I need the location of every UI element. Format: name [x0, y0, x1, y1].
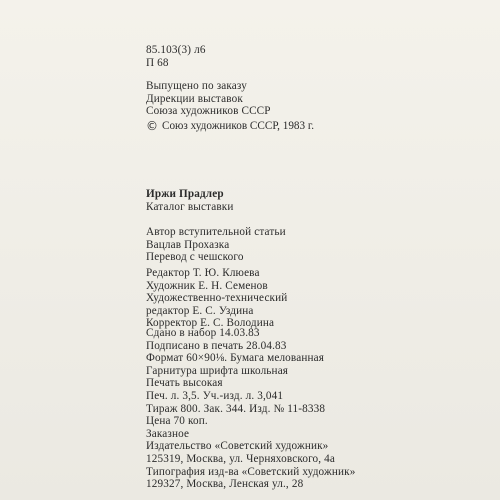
catalog-subtitle: Каталог выставки [146, 200, 234, 213]
editors-block [146, 267, 287, 330]
print-info-line: Издательство «Советский художник» [146, 440, 329, 453]
title-block [146, 188, 234, 213]
print-info-line: Типография изд-ва «Советский художник» [146, 465, 356, 478]
print-info-line: Гарнитура шрифта школьная [146, 364, 289, 377]
editor-line: редактор Е. С. Уздина [146, 304, 254, 317]
print-info-line: 125319, Москва, ул. Черняховского, 4а [146, 452, 336, 465]
print-info-line: Печать высокая [146, 377, 223, 390]
print-info-line: Подписано в печать 28.04.83 [146, 339, 287, 352]
print-info-line: 129327, Москва, Ленская ул., 28 [146, 478, 304, 491]
print-info-line: Сдано в набор 14.03.83 [146, 327, 260, 339]
copyright-text: Союз художников СССР, 1983 г. [162, 120, 315, 132]
editor-line: Художественно-технический [146, 292, 288, 305]
issued-line-3: Союза художников СССР [146, 105, 271, 118]
author-info-line: Вацлав Прохазка [146, 238, 230, 251]
editor-line: Редактор Т. Ю. Клюева [146, 267, 260, 279]
print-info-line: Тираж 800. Зак. 344. Изд. № 11-8338 [146, 402, 326, 415]
copyright-line [146, 120, 314, 133]
print-info-line: Цена 70 коп. [146, 415, 208, 428]
author-name: Иржи Прадлер [146, 188, 224, 200]
editor-line: Корректор Е. С. Володина [146, 317, 275, 330]
copyright-icon: © [146, 119, 158, 134]
author-info-line: Автор вступительной статьи [146, 226, 286, 238]
print-info-block [146, 327, 356, 491]
bbk-code: 85.103(3) л6 [146, 44, 206, 56]
classification-codes [146, 44, 206, 69]
issued-line-2: Дирекции выставок [146, 92, 243, 105]
issued-line-1: Выпущено по заказу [146, 80, 247, 92]
issued-by-block [146, 80, 271, 118]
copyright-block [146, 120, 314, 133]
author-info-line: Перевод с чешского [146, 251, 244, 264]
print-info-line: Печ. л. 3,5. Уч.-изд. л. 3,041 [146, 389, 284, 402]
editor-line: Художник Е. Н. Семенов [146, 279, 268, 292]
author-mark: П 68 [146, 56, 169, 69]
print-info-line: Формат 60×90⅛. Бумага мелованная [146, 352, 325, 365]
print-info-line: Заказное [146, 427, 190, 440]
author-info-block [146, 226, 286, 264]
